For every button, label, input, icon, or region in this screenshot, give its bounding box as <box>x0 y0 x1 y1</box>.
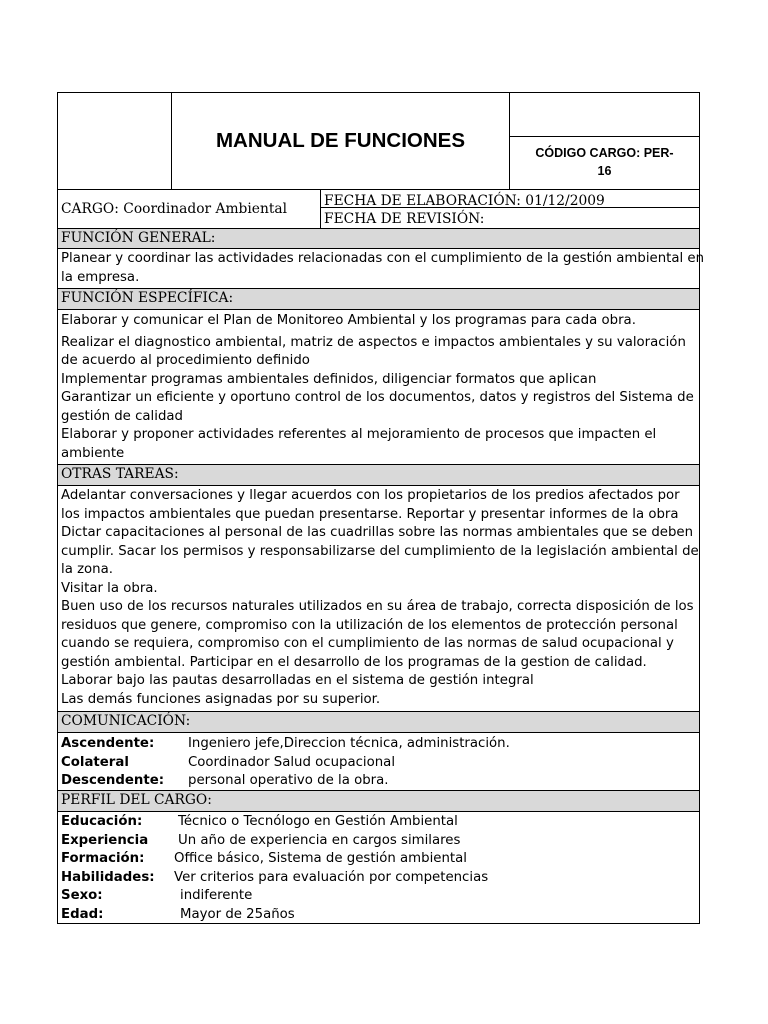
comunicacion-row <box>61 735 696 754</box>
code-value: 16 <box>597 164 612 178</box>
cargo-label: CARGO: Coordinador Ambiental <box>61 201 288 217</box>
row-label: Ascendente: <box>61 736 155 751</box>
text-line: Dictar capacitaciones al personal de las cuadrillas sobre las normas ambientales que se deben <box>61 525 694 540</box>
row-value: Ver criterios para evaluación por competencias <box>174 869 489 885</box>
job-description-form <box>57 92 705 924</box>
text-line: cumplir. Sacar los permisos y responsabilizarse del cumplimiento de la legislación ambiental de <box>61 543 699 559</box>
funcion-especifica-text <box>58 312 699 463</box>
title-cell <box>172 93 510 189</box>
text-line: ambiente <box>61 445 125 461</box>
perfil-row <box>61 850 696 869</box>
cargo-cell <box>58 189 321 228</box>
otras-tareas-text <box>58 487 699 709</box>
logo-cell <box>58 93 172 189</box>
perfil-row <box>61 887 696 906</box>
perfil-list <box>58 813 699 924</box>
fecha-revision: FECHA DE REVISIÓN: <box>324 211 485 227</box>
text-line: gestión ambiental. Participar en el desarrollo de los programas de la gestion de calidad. <box>61 654 647 670</box>
text-line: Las demás funciones asignadas por su superior. <box>61 691 381 707</box>
code-cell <box>510 137 699 189</box>
row-value: indiferente <box>180 888 253 903</box>
text-line: los impactos ambientales que puedan presentarse. Reportar y presentar informes de la obra <box>61 506 679 522</box>
row-label: Descendente: <box>61 773 165 788</box>
row-label: Educación: <box>61 814 143 829</box>
code-label: CÓDIGO CARGO: PER- <box>535 146 674 160</box>
document-title: MANUAL DE FUNCIONES <box>215 129 466 152</box>
text-line: Implementar programas ambientales definidos, diligenciar formatos que aplican <box>61 371 597 387</box>
row-label: Sexo: <box>61 888 103 903</box>
perfil-row <box>61 869 696 888</box>
perfil-row <box>61 813 696 832</box>
text-line: Elaborar y comunicar el Plan de Monitoreo Ambiental y los programas para cada obra. <box>61 313 636 328</box>
otras-tareas-heading: OTRAS TAREAS: <box>58 464 699 486</box>
funcion-especifica-heading: FUNCIÓN ESPECÍFICA: <box>58 288 699 310</box>
text-line: Buen uso de los recursos naturales utilizados en su área de trabajo, correcta disposición de los <box>61 599 694 614</box>
funcion-general-heading: FUNCIÓN GENERAL: <box>58 228 699 249</box>
text-line: Visitar la obra. <box>61 580 158 596</box>
row-value: Mayor de 25años <box>180 906 295 922</box>
row-label: Experiencia <box>61 832 149 848</box>
fecha-elaboracion: FECHA DE ELABORACIÓN: 01/12/2009 <box>324 193 605 209</box>
text-line: residuos que genere, compromiso con la utilización de los elementos de protección personal <box>61 617 678 633</box>
comunicacion-list <box>58 735 699 791</box>
text-line: la zona. <box>61 562 113 577</box>
comunicacion-row <box>61 772 696 791</box>
row-label: Habilidades: <box>61 869 155 885</box>
row-value: Office básico, Sistema de gestión ambiental <box>174 851 467 866</box>
text-line: Planear y coordinar las actividades relacionadas con el cumplimiento de la gestión ambiental en <box>61 251 705 266</box>
text-line: gestión de calidad <box>61 408 183 424</box>
row-value: Técnico o Tecnólogo en Gestión Ambiental <box>178 814 458 829</box>
comunicacion-row <box>61 754 696 773</box>
text-line: de acuerdo al procedimiento definido <box>61 353 310 368</box>
text-line: Laborar bajo las pautas desarrolladas en el sistema de gestión integral <box>61 673 534 688</box>
text-line: Elaborar y proponer actividades referentes al mejoramiento de procesos que impacten el <box>61 427 657 442</box>
funcion-general-text <box>58 250 705 287</box>
text-line: cuando se requiera, compromiso con el cumplimiento de las normas de salud ocupacional y <box>61 636 674 651</box>
row-label: Formación: <box>61 851 145 866</box>
row-value: personal operativo de la obra. <box>188 773 389 788</box>
comunicacion-heading: COMUNICACIÓN: <box>58 711 699 733</box>
fecha-elaboracion-cell <box>321 189 699 208</box>
row-value: Un año de experiencia en cargos similares <box>178 832 461 848</box>
text-line: la empresa. <box>61 269 140 285</box>
text-line: Realizar el diagnostico ambiental, matriz de aspectos e impactos ambientales y su valoración <box>61 334 686 350</box>
fecha-revision-cell <box>321 208 699 228</box>
row-label: Colateral <box>61 754 129 770</box>
perfil-row <box>61 906 696 925</box>
row-value: Coordinador Salud ocupacional <box>188 754 396 770</box>
perfil-row <box>61 832 696 851</box>
code-top-cell <box>510 93 699 137</box>
text-line: Adelantar conversaciones y llegar acuerdos con los propietarios de los predios afectados por <box>61 488 680 503</box>
row-value: Ingeniero jefe,Direccion técnica, administración. <box>188 736 510 751</box>
perfil-heading: PERFIL DEL CARGO: <box>58 790 699 812</box>
text-line: Garantizar un eficiente y oportuno control de los documentos, datos y registros del Sistema de <box>61 390 694 405</box>
row-label: Edad: <box>61 906 104 922</box>
